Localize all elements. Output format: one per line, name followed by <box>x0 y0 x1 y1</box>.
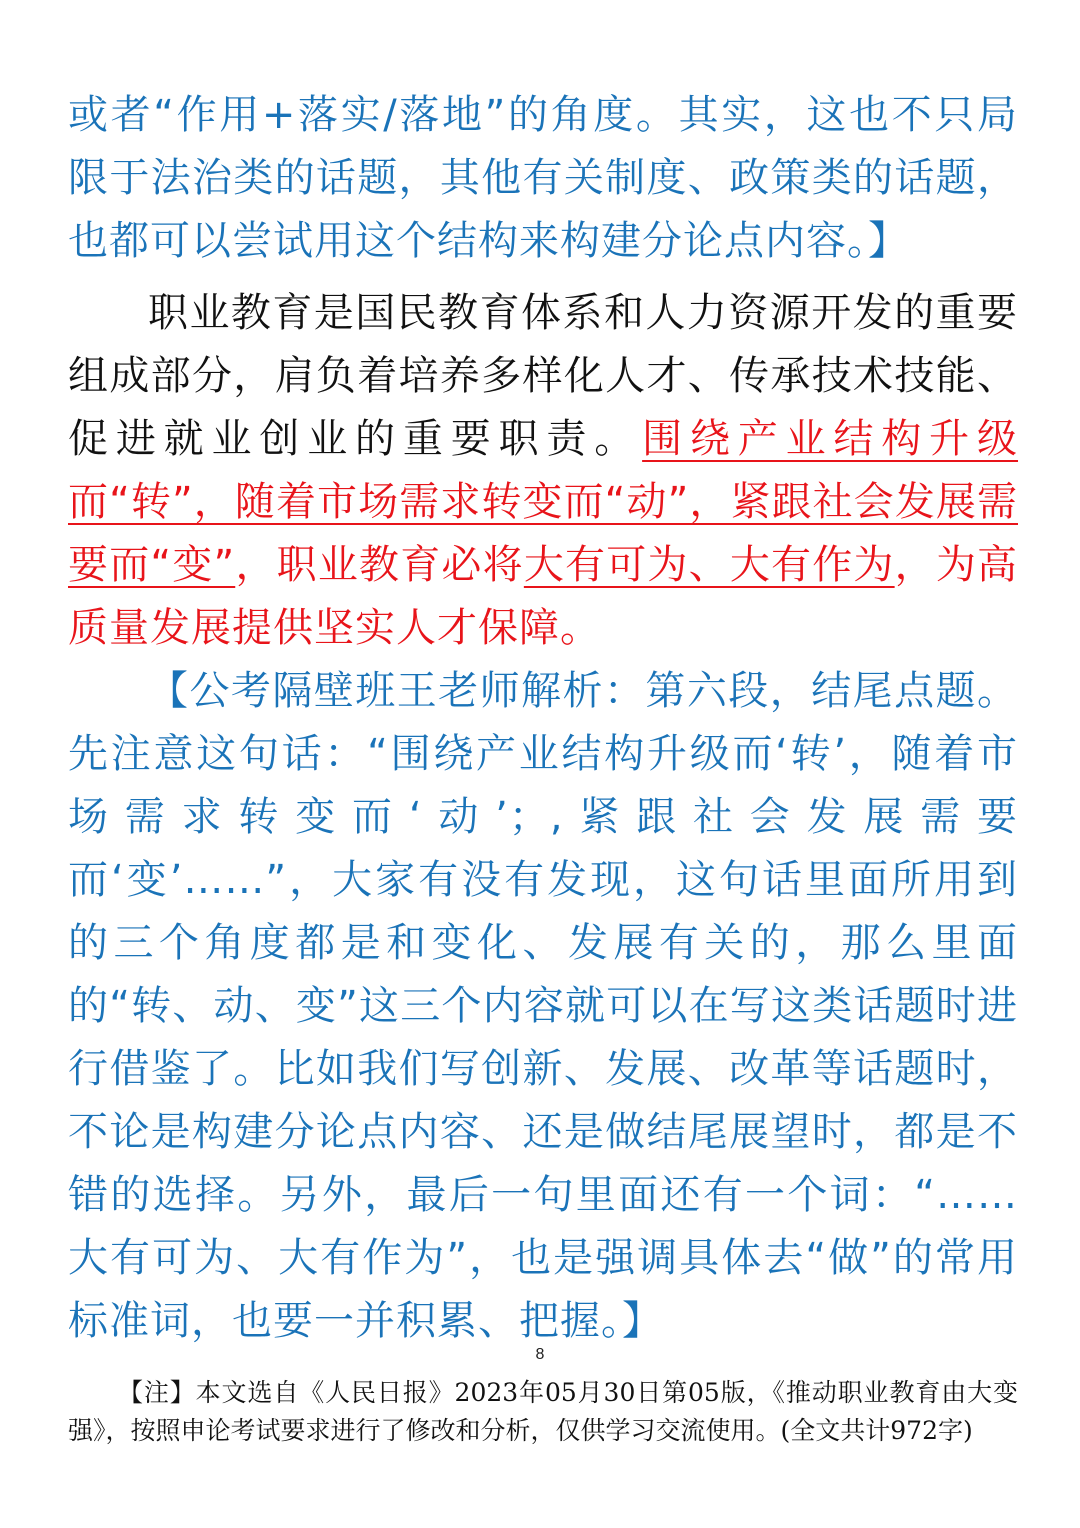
analysis-paragraph-continued <box>68 84 1018 273</box>
highlighted-closing-text: ，为高质量发展提供坚实人才保障。 <box>68 542 1019 651</box>
source-footnote: 【注】本文选自《人民日报》2023年05月30日第05版，《推动职业教育由大变强》，按照申论考试要求进行了修改和分析，仅供学习交流使用。(全文共计972字) <box>68 1378 1018 1445</box>
page-number: 8 <box>535 1346 545 1363</box>
analysis-text: 或者“作用+落实/落地”的角度。其实，这也不只局限于法治类的话题，其他有关制度、政策类的话题，也都可以尝试用这个结构来构建分论点内容。】 <box>68 92 1018 264</box>
analysis-paragraph <box>68 660 1018 1353</box>
article-lead-text: 职业教育是国民教育体系和人力资源开发的重要组成部分，肩负着培养多样化人才、传承技术技能、促进就业创业的重要职责。 <box>68 290 1018 462</box>
highlighted-middle-text: ，职业教育必将 <box>235 542 524 588</box>
article-paragraph <box>68 282 1018 660</box>
highlighted-key-sentence: 围绕产业结构升级而“转”，随着市场需求转变而“动”，紧跟社会发展需要而“变” <box>68 416 1019 588</box>
highlighted-key-phrase: 大有可为、大有作为 <box>523 542 895 588</box>
analysis-text: 【公考隔壁班王老师解析：第六段，结尾点题。先注意这句话：“围绕产业结构升级而‘转’，随着市场需求转变而‘动’；,紧跟社会发展需要而‘变’……”，大家有没有发现，这句话里面所用到的三个角度都是和变化、发展有关的，那么里面的“转、动、变”这三个内容就可以在写这类话题时进行借鉴了。比如我们写创新、发展、改革等话题时，不论是构建分论点内容、还是做结尾展望时，都是不错的选择。另外，最后一句里面还有一个词：“……大有可为、大有作为”，也是强调具体去“做”的常用标准词，也要一并积累、把握。】 <box>68 668 1018 1344</box>
